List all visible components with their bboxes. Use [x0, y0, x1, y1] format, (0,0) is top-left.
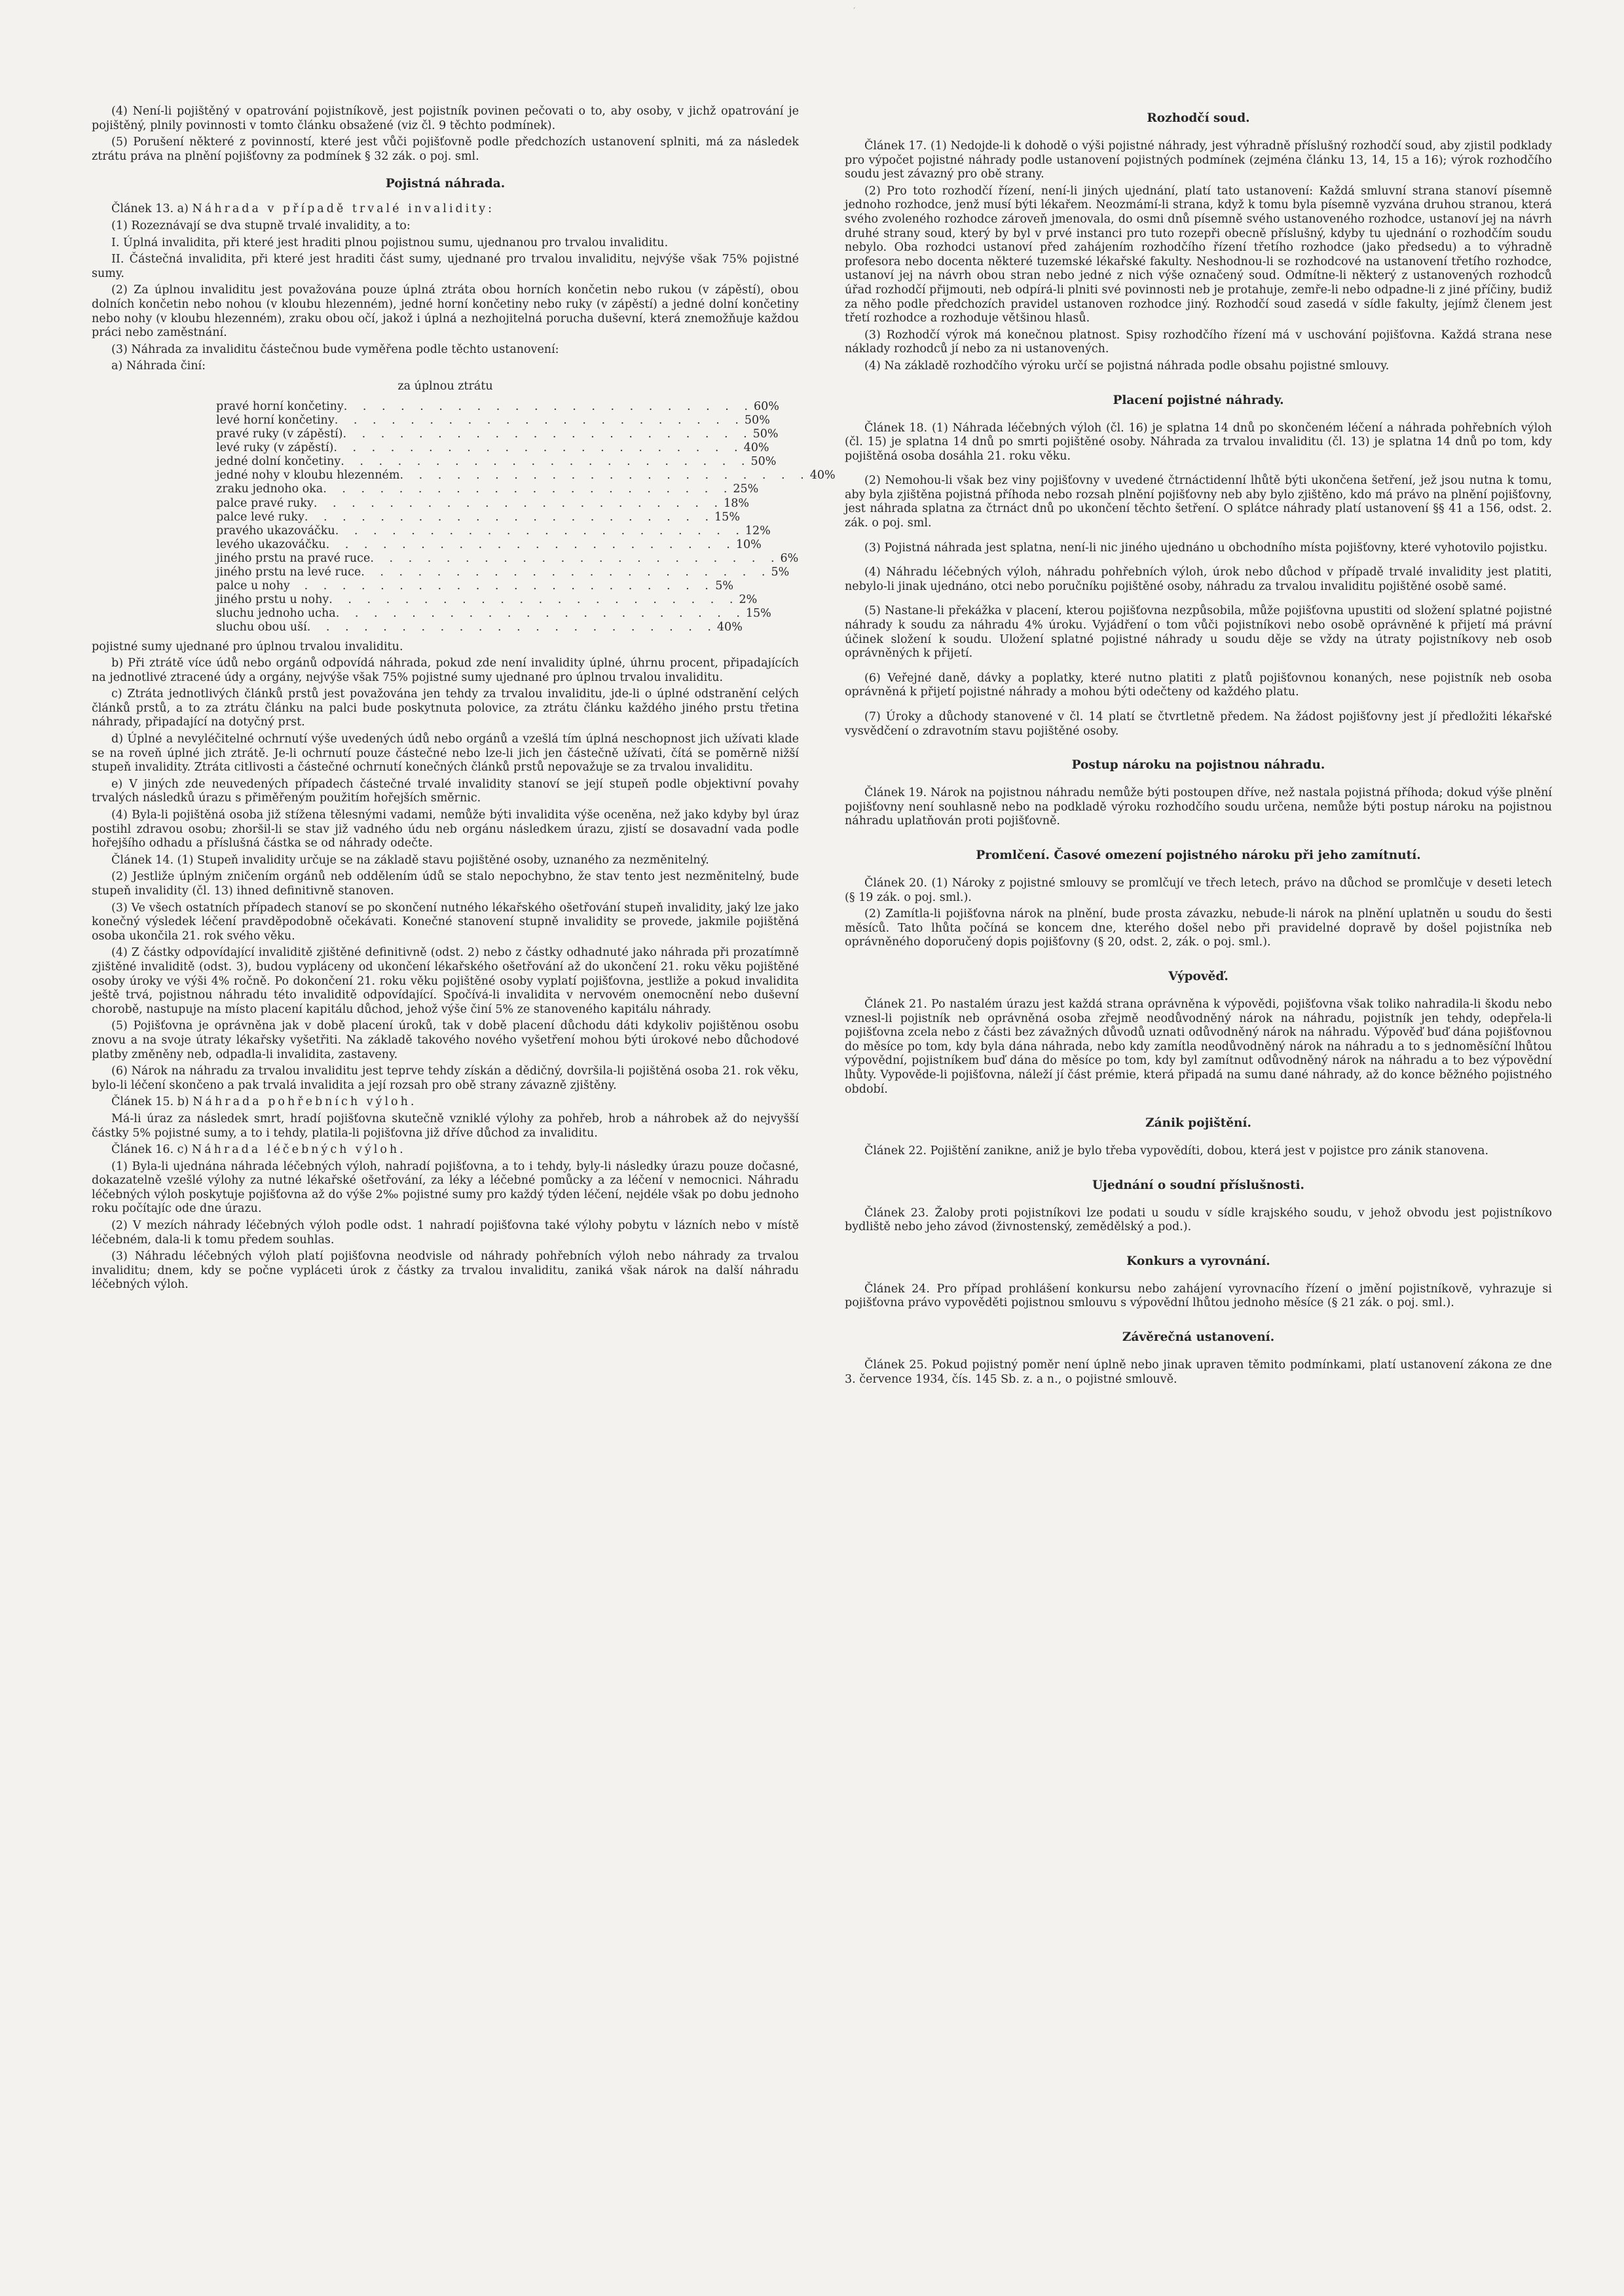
article-15-title [92, 1095, 799, 1110]
table-row [216, 496, 749, 511]
article-16-title [92, 1143, 799, 1157]
paragraph: Článek 25. Pokud pojistný poměr není úplně nebo jinak upraven těmito podmínkami, platí ustanovení zákona ze dne 3. července 1934, čís. 145 Sb. z. a n., o pojistné smlouvě. [845, 1358, 1552, 1386]
dot-leader: . . . . . . . . . . . . . . . . . . . . . . [333, 441, 744, 455]
paragraph: Článek 17. (1) Nedojde-li k dohodě o výši pojistné náhrady, jest výhradně příslušný rozhodčí soud, aby zjistil podklady pro výpočet pojistné náhrady podle ustanovení pojistných podmínek (zejména článku 13, 14, 15 a 16); výrok rozhodčího soudu jest závazný pro obě strany. [845, 139, 1552, 181]
row-percentage: 5% [771, 566, 790, 579]
row-percentage: 40% [743, 441, 769, 455]
row-percentage: 40% [809, 469, 836, 483]
row-percentage: 25% [733, 483, 759, 496]
article-subtitle: Náhrada pohřebních výloh. [193, 1095, 417, 1109]
row-label: jedné dolní končetiny [216, 455, 341, 469]
invalidity-percentage-table [216, 399, 836, 635]
row-label: palce u nohy [216, 579, 290, 593]
section-heading-pojistna-nahrada: Pojistná náhrada. [385, 177, 506, 191]
row-label: palce pravé ruky [216, 496, 314, 510]
paragraph: Článek 14. (1) Stupeň invalidity určuje se na základě stavu pojištěné osoby, uznaného za nezměnitelný. [111, 853, 709, 867]
dot-leader: . . . . . . . . . . . . . . . . . . . . . . [323, 483, 733, 496]
paragraph: Článek 18. (1) Náhrada léčebných výloh (čl. 16) je splatna 14 dnů po skončeném léčení a náhrada pohřebních výloh (čl. 15) je splatna 14 dnů po smrti pojištěné osoby. Náhrada za trvalou invaliditu (čl. 13) je splatna 14 dnů po tom, kdy pojištěná osoba dosáhla 21. roku věku. [845, 421, 1552, 463]
paragraph: (3) Náhradu léčebných výloh platí pojišťovna neodvisle od náhrady pohřebních výloh nebo náhrady za trvalou invaliditu; dnem, kdy se počne vypláceti úrok z částky za trvalou invaliditu, zaniká však nárok na další náhradu léčebných výloh. [92, 1250, 799, 1292]
paragraph: (1) Rozeznávají se dva stupně trvalé invalidity, a to: [111, 219, 411, 232]
paragraph: (5) Porušení některé z povinností, které jest vůči pojišťovně podle předchozích ustanovení splniti, má za následek ztrátu práva na plnění pojišťovny za podmínek § 32 zák. o poj. sml. [92, 136, 799, 163]
row-percentage: 18% [724, 496, 749, 510]
right-column [845, 105, 1552, 1389]
table-row [216, 607, 771, 621]
paragraph: Článek 21. Po nastalém úrazu jest každá strana oprávněna k výpovědi, pojišťovna však toliko nahradila-li škodu nebo vznesl-li pojistník neb oprávněná osoba zřejmě neodůvodněný nárok na náhradu, pojistník jen tehdy, odepřela-li pojišťovna zcela nebo z části bez závažných důvodů uznati odůvodněný nárok na náhradu. Výpověď buď dána pojišťovnou do měsíce po tom, kdy byla dána náhrada, nebo kdy zamítla neodůvodněný nárok na náhradu a to s jednoměsíční lhůtou výpovědní, pojistníkem buď dána do měsíce po tom, kdy byl zamítnut odůvodněný nárok na náhradu a to bez výpovědní lhůty. Vypověde-li pojišťovna, náleží jí část prémie, která připadá na sumu dané náhrady, až do konce běžného pojistného období. [845, 997, 1552, 1096]
paragraph: (4) Na základě rozhodčího výroku určí se pojistná náhrada podle obsahu pojistné smlouvy. [864, 359, 1390, 373]
paragraph: Článek 23. Žaloby proti pojistníkovi lze podati u soudu v sídle krajského soudu, v jehož obvodu jest pojistníkovo bydliště nebo jeho závod (živnostenský, zemědělský a pod.). [845, 1206, 1552, 1234]
paragraph: (5) Pojišťovna je oprávněna jak v době placení úroků, tak v době placení důchodu dáti kdykoliv pojištěnou osobu znovu a na svoje útraty lékařsky vyšetřiti. Na základě takového nového vyšetření mohou býti úrokové nebo důchodové platby změněny neb, odpadla-li invalidita, zastaveny. [92, 1019, 799, 1061]
paragraph: (6) Nárok na náhradu za trvalou invaliditu jest teprve tehdy získán a dědičný, dovršila-li pojištěná osoba 21. rok věku, bylo-li léčení skončeno a pak trvalá invalidita a její rozsah pro obě strany závazně zjištěny. [92, 1065, 799, 1092]
article-number: Článek 15. b) [111, 1095, 189, 1109]
row-percentage: 15% [745, 607, 771, 621]
row-percentage: 50% [744, 414, 770, 427]
paragraph: Má-li úraz za následek smrt, hradí pojišťovna skutečně vzniklé výlohy za pohřeb, hrob a náhrobek až do nejvyšší částky 5% pojistné sumy, a to i tehdy, platila-li pojišťovna již dříve důchod za invaliditu. [92, 1112, 799, 1140]
row-label: jiného prstu na pravé ruce [216, 551, 371, 565]
section-heading-prislusnost: Ujednání o soudní příslušnosti. [1092, 1178, 1304, 1192]
paragraph: Článek 20. (1) Nároky z pojistné smlouvy se promlčují ve třech letech, právo na důchod se promlčuje v deseti letech (§ 19 zák. o poj. sml.). [845, 876, 1552, 904]
paragraph: (2) Nemohou-li však bez viny pojišťovny v uvedené čtrnáctidenní lhůtě býti ukončena šetření, jež jsou nutna k tomu, aby byla zjištěna pojistná příhoda nebo rozsah plnění pojišťovny neb aby bylo zjištěno, kdo má právo na plnění pojišťovny, jest náhrada splatna za čtrnáct dnů po ukončení těchto šetření. O splátce náhrady platí ustanovení §§ 41 a 156, odst. 2. zák. o poj. sml. [845, 474, 1552, 530]
dot-leader: . . . . . . . . . . . . . . . . . . . . . . [335, 607, 746, 621]
paragraph: (6) Veřejné daně, dávky a poplatky, které nutno platiti z platů pojišťovnou konaných, nese pojistník neb osoba oprávněná k přijetí pojistné náhrady a mohou býti odečteny od každého platu. [845, 671, 1552, 699]
table-row [216, 551, 799, 566]
section-heading-postup-naroku: Postup nároku na pojistnou náhradu. [1071, 758, 1325, 773]
row-label: palce levé ruky [216, 510, 304, 524]
row-label: sluchu jednoho ucha [216, 607, 336, 621]
paragraph: I. Úplná invalidita, při které jest hraditi plnou pojistnou sumu, ujednanou pro trvalou invaliditu. [111, 236, 669, 249]
article-13-title [92, 202, 799, 217]
row-label: levé horní končetiny [216, 414, 335, 427]
paragraph: (3) Náhrada za invaliditu částečnou bude vyměřena podle těchto ustanovení: [111, 342, 559, 356]
article-subtitle: Náhrada v případě trvalé invalidity: [192, 202, 495, 216]
table-row [216, 510, 740, 524]
article-number: Článek 16. c) [111, 1143, 189, 1157]
dot-leader: . . . . . . . . . . . . . . . . . . . . . . [304, 579, 714, 593]
paragraph: (2) Jestliže úplným zničením orgánů neb oddělením údů se stalo nepochybno, že stav tento jest nezměnitelný, bude stupeň invalidity (čl. 13) ihned definitivně stanoven. [92, 870, 799, 898]
table-row [216, 579, 733, 593]
paragraph: Článek 19. Nárok na pojistnou náhradu nemůže býti postoupen dříve, než nastala pojistná příhoda; dokud výše plnění pojišťovny není souhlasně nebo na podkladě výroku rozhodčího soudu určena, nemůže býti postup nároku na pojistnou náhradu uplatňován proti pojišťovně. [845, 786, 1552, 828]
section-heading-placeni: Placení pojistné náhrady. [1113, 393, 1284, 407]
row-percentage: 50% [750, 455, 777, 469]
table-row [216, 524, 771, 538]
row-label: pravé ruky (v zápěstí) [216, 428, 343, 441]
table-row [216, 428, 779, 441]
row-label: jiného prstu na levé ruce [216, 566, 361, 579]
section-heading-promlceni: Promlčení. Časové omezení pojistného nároku při jeho zamítnutí. [976, 848, 1421, 862]
dot-leader: . . . . . . . . . . . . . . . . . . . . . . [334, 414, 745, 427]
paragraph: II. Částečná invalidita, při které jest hraditi část sumy, ujednané pro trvalou invaliditu, nejvýše však 75% pojistné sumy. [92, 253, 799, 280]
section-heading-rozhodci-soud: Rozhodčí soud. [1147, 111, 1250, 125]
section-heading-konkurs: Konkurs a vyrovnání. [1126, 1254, 1270, 1268]
table-row [216, 593, 758, 607]
table-row [216, 566, 790, 579]
table-row [216, 483, 759, 496]
paragraph: b) Při ztrátě více údů nebo orgánů odpovídá náhrada, pokud zde není invalidity úplné, úhrnu procent, připadajících na jednotlivé ztracené údy a orgány, nejvýše však 75% pojistné sumy ujednané pro úplnou trvalou invaliditu. [92, 657, 799, 684]
table-row [216, 414, 770, 428]
paragraph: e) V jiných zde neuvedených případech částečné trvalé invalidity stanoví se její stupeň podle objektivní povahy trvalých následků úrazu s přiměřeným použitím hořejších směrnic. [92, 777, 799, 805]
dot-leader: . . . . . . . . . . . . . . . . . . . . . . [343, 399, 754, 413]
row-percentage: 2% [739, 593, 758, 607]
row-percentage: 10% [735, 538, 762, 551]
article-number: Článek 13. a) [111, 202, 189, 216]
dot-leader: . . . . . . . . . . . . . . . . . . . . . . [335, 524, 745, 538]
section-heading-zanik: Zánik pojištění. [1145, 1116, 1251, 1131]
paragraph: Článek 24. Pro případ prohlášení konkursu nebo zahájení vyrovnacího řízení o jmění pojistníkově, vyhrazuje si pojišťovna právo vypověděti pojistnou smlouvu s výpovědní lhůtou jednoho měsíce (§ 21 zák. o poj. sml.). [845, 1282, 1552, 1310]
paragraph: pojistné sumy ujednané pro úplnou trvalou invaliditu. [92, 640, 403, 653]
row-percentage: 15% [714, 510, 740, 524]
table-row [216, 399, 779, 414]
table-row [216, 621, 743, 634]
dot-leader: . . . . . . . . . . . . . . . . . . . . . . [304, 510, 715, 524]
row-label: levého ukazováčku [216, 538, 326, 551]
row-label: jedné nohy v kloubu hlezenném [216, 469, 400, 483]
paragraph: (5) Nastane-li překážka v placení, kterou pojišťovna nezpůsobila, může pojišťovna upustiti od složení splatné pojistné náhrady k soudu za náhradu 4% úroku. Vyjádření o tom vůči pojistníkovi nebo osobě oprávněné k přijetí má právní účinek složení k soudu. Uložení splatné pojistné náhrady u soudu děje se vždy na útraty pojistníkovy neb osob oprávněných k přijetí. [845, 604, 1552, 661]
dot-leader: . . . . . . . . . . . . . . . . . . . . . . [325, 538, 736, 551]
paragraph: (4) Byla-li pojištěná osoba již stížena tělesnými vadami, nemůže býti invalidita výše oceněna, než jako kdyby byl úraz postihl zdravou osobu; zhoršil-li se stav již vadného údu neb orgánu následkem úrazu, zjistí se dosavadní vada podle hořejšího odhadu a příslušná částka se od náhrady odečte. [92, 809, 799, 850]
dot-leader: . . . . . . . . . . . . . . . . . . . . . . [361, 566, 771, 579]
paragraph: Článek 22. Pojištění zanikne, aniž je bylo třeba vypovědíti, dobou, která jest v pojistce pro zánik stanovena. [864, 1144, 1489, 1158]
paragraph: (2) Pro toto rozhodčí řízení, není-li jiných ujednání, platí tato ustanovení: Každá smluvní strana stanoví písemně jednoho rozhodce, jenž musí býti lékařem. Neozmámí-li strana, když k tomu byla písemně vyzvána druhou stranou, která svého zvoleného rozhodce zároveň jmenovala, do osmi dnů písemně svého ustanoveného rozhodce, ustanoví jej na návrh druhé strany soud, který by byl v prvé instanci pro tuto rozepři obecně příslušný, kdyby tu ujednání o rozhodčím soudu nebylo. Oba rozhodci ustanoví před zahájením rozhodčího řízení třetího rozhodce (jako předsedu) a to výhradně profesora nebo docenta některé tuzemské lékařské fakulty. Neshodnou-li se rozhodcové na ustanovení třetího rozhodce, ustanoví jej na návrh obou stran nebo jedné z nich výše označený soud. Odmítne-li některý z ustanovených rozhodců úřad rozhodčí přijmouti, neb odpírá-li plniti své povinnosti neb je protahuje, zemře-li nebo odpadne-li z jiné příčiny, budiž za něho podle předchozích pravidel ustanoven rozhodce jiný. Rozhodčí soud zasedá v sídle fakulty, jejímž členem jest třetí rozhodce a rozhoduje většinou hlasů. [845, 184, 1552, 325]
dot-leader: . . . . . . . . . . . . . . . . . . . . . . [342, 428, 753, 441]
table-row [216, 538, 762, 552]
row-percentage: 40% [716, 621, 743, 634]
paragraph: (1) Byla-li ujednána náhrada léčebných výloh, nahradí pojišťovna, a to i tehdy, byly-li následky úrazu pouze dočasné, dokazatelně vzešlé výlohy za nutné lékařské ošetřování, za léky a léčebné pomůcky a za léčení v nemocnici. Náhradu léčebných výloh poskytuje pojišťovna až do výše 2‰ pojistné sumy pro každý týden léčení, nejdéle však po dobu jednoho roku počítajíc ode dne úrazu. [92, 1159, 799, 1216]
paragraph: (7) Úroky a důchody stanovené v čl. 14 platí se čtvrtletně předem. Na žádost pojišťovny jest jí předložiti lékařské vysvědčení o zdravotním stavu pojištěné osoby. [845, 710, 1552, 738]
dot-leader: . . . . . . . . . . . . . . . . . . . . . . [341, 455, 751, 469]
paragraph: a) Náhrada činí: [111, 359, 206, 373]
row-percentage: 6% [780, 551, 799, 565]
dot-leader: . . . . . . . . . . . . . . . . . . . . . . [399, 469, 810, 483]
article-subtitle: Náhrada léčebných výloh. [191, 1143, 406, 1157]
table-row [216, 441, 769, 455]
paragraph: (4) Náhradu léčebných výloh, náhradu pohřebních výloh, úrok nebo důchod v případě trvalé invalidity jest platiti, nebylo-li jinak ujednáno, otci nebo poručníku pojištěné osoby, náhradu za trvalou invaliditu pojištěné osobě samé. [845, 566, 1552, 593]
paragraph: (2) Za úplnou invaliditu jest považována pouze úplná ztráta obou horních končetin nebo rukou (v zápěstí), obou dolních končetin nebo nohou (v kloubu hlezenném), jedné horní končetiny nebo ruky (v zápěstí) a jedné dolní končetiny nebo nohy (v kloubu hlezenném), zraku obou očí, jakož i úplná a nezhojitelná porucha duševní, která znemožňuje každou práci nebo zaměstnání. [92, 283, 799, 340]
dot-leader: . . . . . . . . . . . . . . . . . . . . . . [329, 593, 739, 607]
paragraph: (4) Není-li pojištěný v opatrování pojistníkově, jest pojistník povinen pečovati o to, aby osoby, v jichž opatrování je pojištěný, plnily povinnosti v tomto článku obsažené (viz čl. 9 těchto podmínek). [92, 105, 799, 132]
row-label: levé ruky (v zápěstí) [216, 441, 334, 455]
row-percentage: 50% [752, 428, 779, 441]
paragraph: (2) V mezích náhrady léčebných výloh podle odst. 1 nahradí pojišťovna také výlohy pobytu v lázních nebo v místě léčebném, dala-li k tomu předem souhlas. [92, 1219, 799, 1247]
dot-leader: . . . . . . . . . . . . . . . . . . . . . . [306, 621, 717, 634]
section-heading-zaverecna: Závěrečná ustanovení. [1122, 1330, 1275, 1345]
row-label: pravé horní končetiny [216, 399, 344, 413]
table-heading: za úplnou ztrátu [397, 379, 493, 393]
paragraph: (2) Zamítla-li pojišťovna nárok na plnění, bude prosta závazku, nebude-li nárok na plnění uplatněn u soudu do šesti měsíců. Tato lhůta počíná se koncem dne, kterého došel nebo při pravidelné dopravě by došel pojistníka neb oprávněného doporučený dopis pojišťovny (§ 20, odst. 2, zák. o poj. sml.). [845, 907, 1552, 949]
row-label: sluchu obou uší [216, 621, 307, 634]
paragraph: (3) Ve všech ostatních případech stanoví se po skončení nutného lékařského ošetřování stupeň invalidity, jaký lze jako konečný výsledek léčení pravděpodobně očekávati. Konečné stanovení stupně invalidity se provede, jakmile pojištěná osoba ukončila 21. rok svého věku. [92, 901, 799, 943]
row-percentage: 60% [753, 399, 779, 413]
dot-leader: . . . . . . . . . . . . . . . . . . . . . . [313, 496, 724, 510]
table-row [216, 469, 836, 483]
row-label: jiného prstu u nohy [216, 593, 329, 607]
row-label: zraku jednoho oka [216, 483, 323, 496]
paragraph: d) Úplné a nevyléčitelné ochrnutí výše uvedených údů nebo orgánů a vzešlá tím úplná neschopnost jich užívati klade se na roveň úplné jich ztrátě. Je-li ochrnutí pouze částečné nebo lze-li jich jen částečně užívati, čítá se poměrně nižší stupeň invalidity. Ztráta citlivosti a částečné ochrnutí konečných článků prstů nepovažuje se za trvalou invaliditu. [92, 733, 799, 774]
speck-mark: ´ [852, 7, 856, 16]
row-label: pravého ukazováčku [216, 524, 335, 538]
paragraph: c) Ztráta jednotlivých článků prstů jest považována jen tehdy za trvalou invaliditu, jde-li o úplné odstranění celých článků prstů, a to za ztrátu článku na palci bude poskytnuta polovice, za ztrátu článku každého jiného prstu třetina náhrady, připadající na dotyčný prst. [92, 687, 799, 729]
paragraph: (4) Z částky odpovídající invaliditě zjištěné definitivně (odst. 2) nebo z částky odhadnuté jako náhrada při prozatímně zjištěné invaliditě (odst. 3), budou vypláceny od ukončení lékařského ošetřování až do ukončení 21. roku věku pojištěné osoby úroky ve výši 4% ročně. Po dokončení 21. roku věku pojištěné osoby vyplatí pojišťovna, jestliže a pokud invalidita ještě trvá, pojistnou náhradu této invaliditě odpovídající. Spočívá-li invalidita v nervovém onemocnění nebo duševní chorobě, nastupuje na místo placení kapitálu důchod, jehož výše činí 5% ze stanoveného kapitálu náhrady. [92, 946, 799, 1016]
paragraph: (3) Rozhodčí výrok má konečnou platnost. Spisy rozhodčího řízení má v uschování pojišťovna. Každá strana nese náklady rozhodců jí nebo za ni ustanovených. [845, 328, 1552, 356]
table-row [216, 455, 777, 469]
row-percentage: 12% [745, 524, 771, 538]
paragraph: (3) Pojistná náhrada jest splatna, není-li nic jiného ujednáno u obchodního místa pojišťovny, které vyhotovilo pojistku. [864, 541, 1548, 555]
dot-leader: . . . . . . . . . . . . . . . . . . . . . . [370, 551, 781, 565]
left-column [92, 105, 836, 1295]
section-heading-vypoved: Výpověď. [1168, 969, 1228, 983]
row-percentage: 5% [715, 579, 733, 593]
